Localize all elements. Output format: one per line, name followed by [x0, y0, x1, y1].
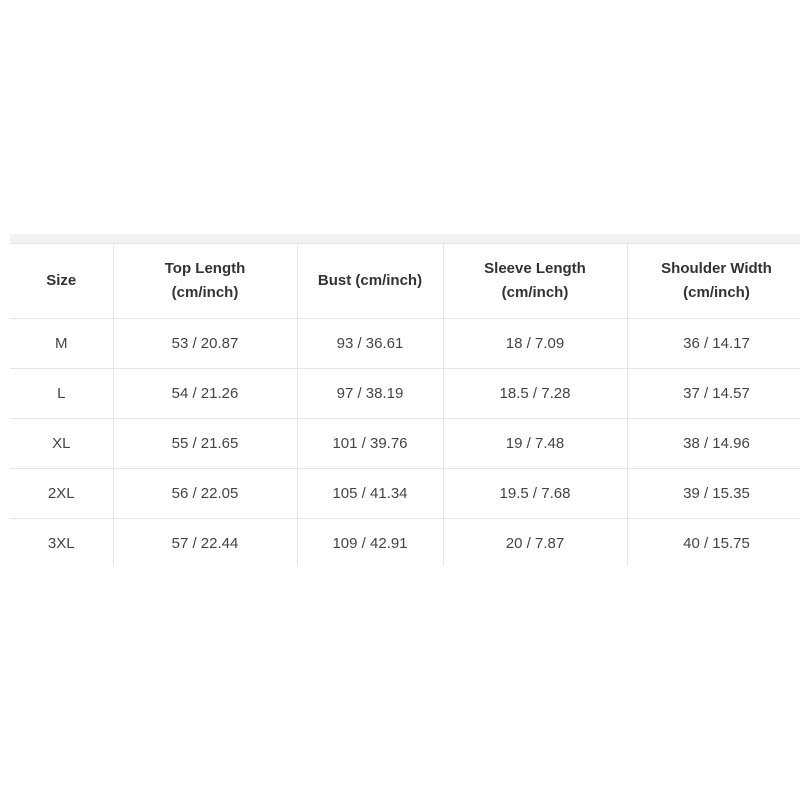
header-bust: Bust (cm/inch) — [297, 244, 443, 319]
cell-bust: 97 / 38.19 — [297, 369, 443, 419]
cell-size: L — [10, 369, 113, 419]
cell-top-length: 53 / 20.87 — [113, 319, 297, 369]
cell-size: 3XL — [10, 519, 113, 567]
cell-top-length: 55 / 21.65 — [113, 419, 297, 469]
cell-size: M — [10, 319, 113, 369]
table-row — [10, 519, 800, 567]
cell-shoulder-width: 39 / 15.35 — [627, 469, 800, 519]
cell-top-length: 57 / 22.44 — [113, 519, 297, 567]
cell-sleeve-length: 19.5 / 7.68 — [443, 469, 627, 519]
cell-shoulder-width: 37 / 14.57 — [627, 369, 800, 419]
table-row — [10, 469, 800, 519]
table-row — [10, 319, 800, 369]
header-shoulder-width: Shoulder Width (cm/inch) — [627, 244, 800, 319]
cell-sleeve-length: 18 / 7.09 — [443, 319, 627, 369]
cell-sleeve-length: 19 / 7.48 — [443, 419, 627, 469]
header-row — [10, 244, 800, 319]
cell-top-length: 54 / 21.26 — [113, 369, 297, 419]
table-row — [10, 369, 800, 419]
cell-top-length: 56 / 22.05 — [113, 469, 297, 519]
size-chart — [10, 234, 800, 566]
cell-bust: 101 / 39.76 — [297, 419, 443, 469]
size-table — [10, 243, 800, 566]
cell-bust: 93 / 36.61 — [297, 319, 443, 369]
cell-bust: 109 / 42.91 — [297, 519, 443, 567]
header-sleeve-length: Sleeve Length (cm/inch) — [443, 244, 627, 319]
header-top-length: Top Length (cm/inch) — [113, 244, 297, 319]
cell-sleeve-length: 20 / 7.87 — [443, 519, 627, 567]
cell-shoulder-width: 38 / 14.96 — [627, 419, 800, 469]
cell-shoulder-width: 36 / 14.17 — [627, 319, 800, 369]
cell-size: 2XL — [10, 469, 113, 519]
table-top-strip — [10, 234, 800, 243]
cell-sleeve-length: 18.5 / 7.28 — [443, 369, 627, 419]
cell-shoulder-width: 40 / 15.75 — [627, 519, 800, 567]
cell-bust: 105 / 41.34 — [297, 469, 443, 519]
header-size: Size — [10, 244, 113, 319]
table-row — [10, 419, 800, 469]
cell-size: XL — [10, 419, 113, 469]
